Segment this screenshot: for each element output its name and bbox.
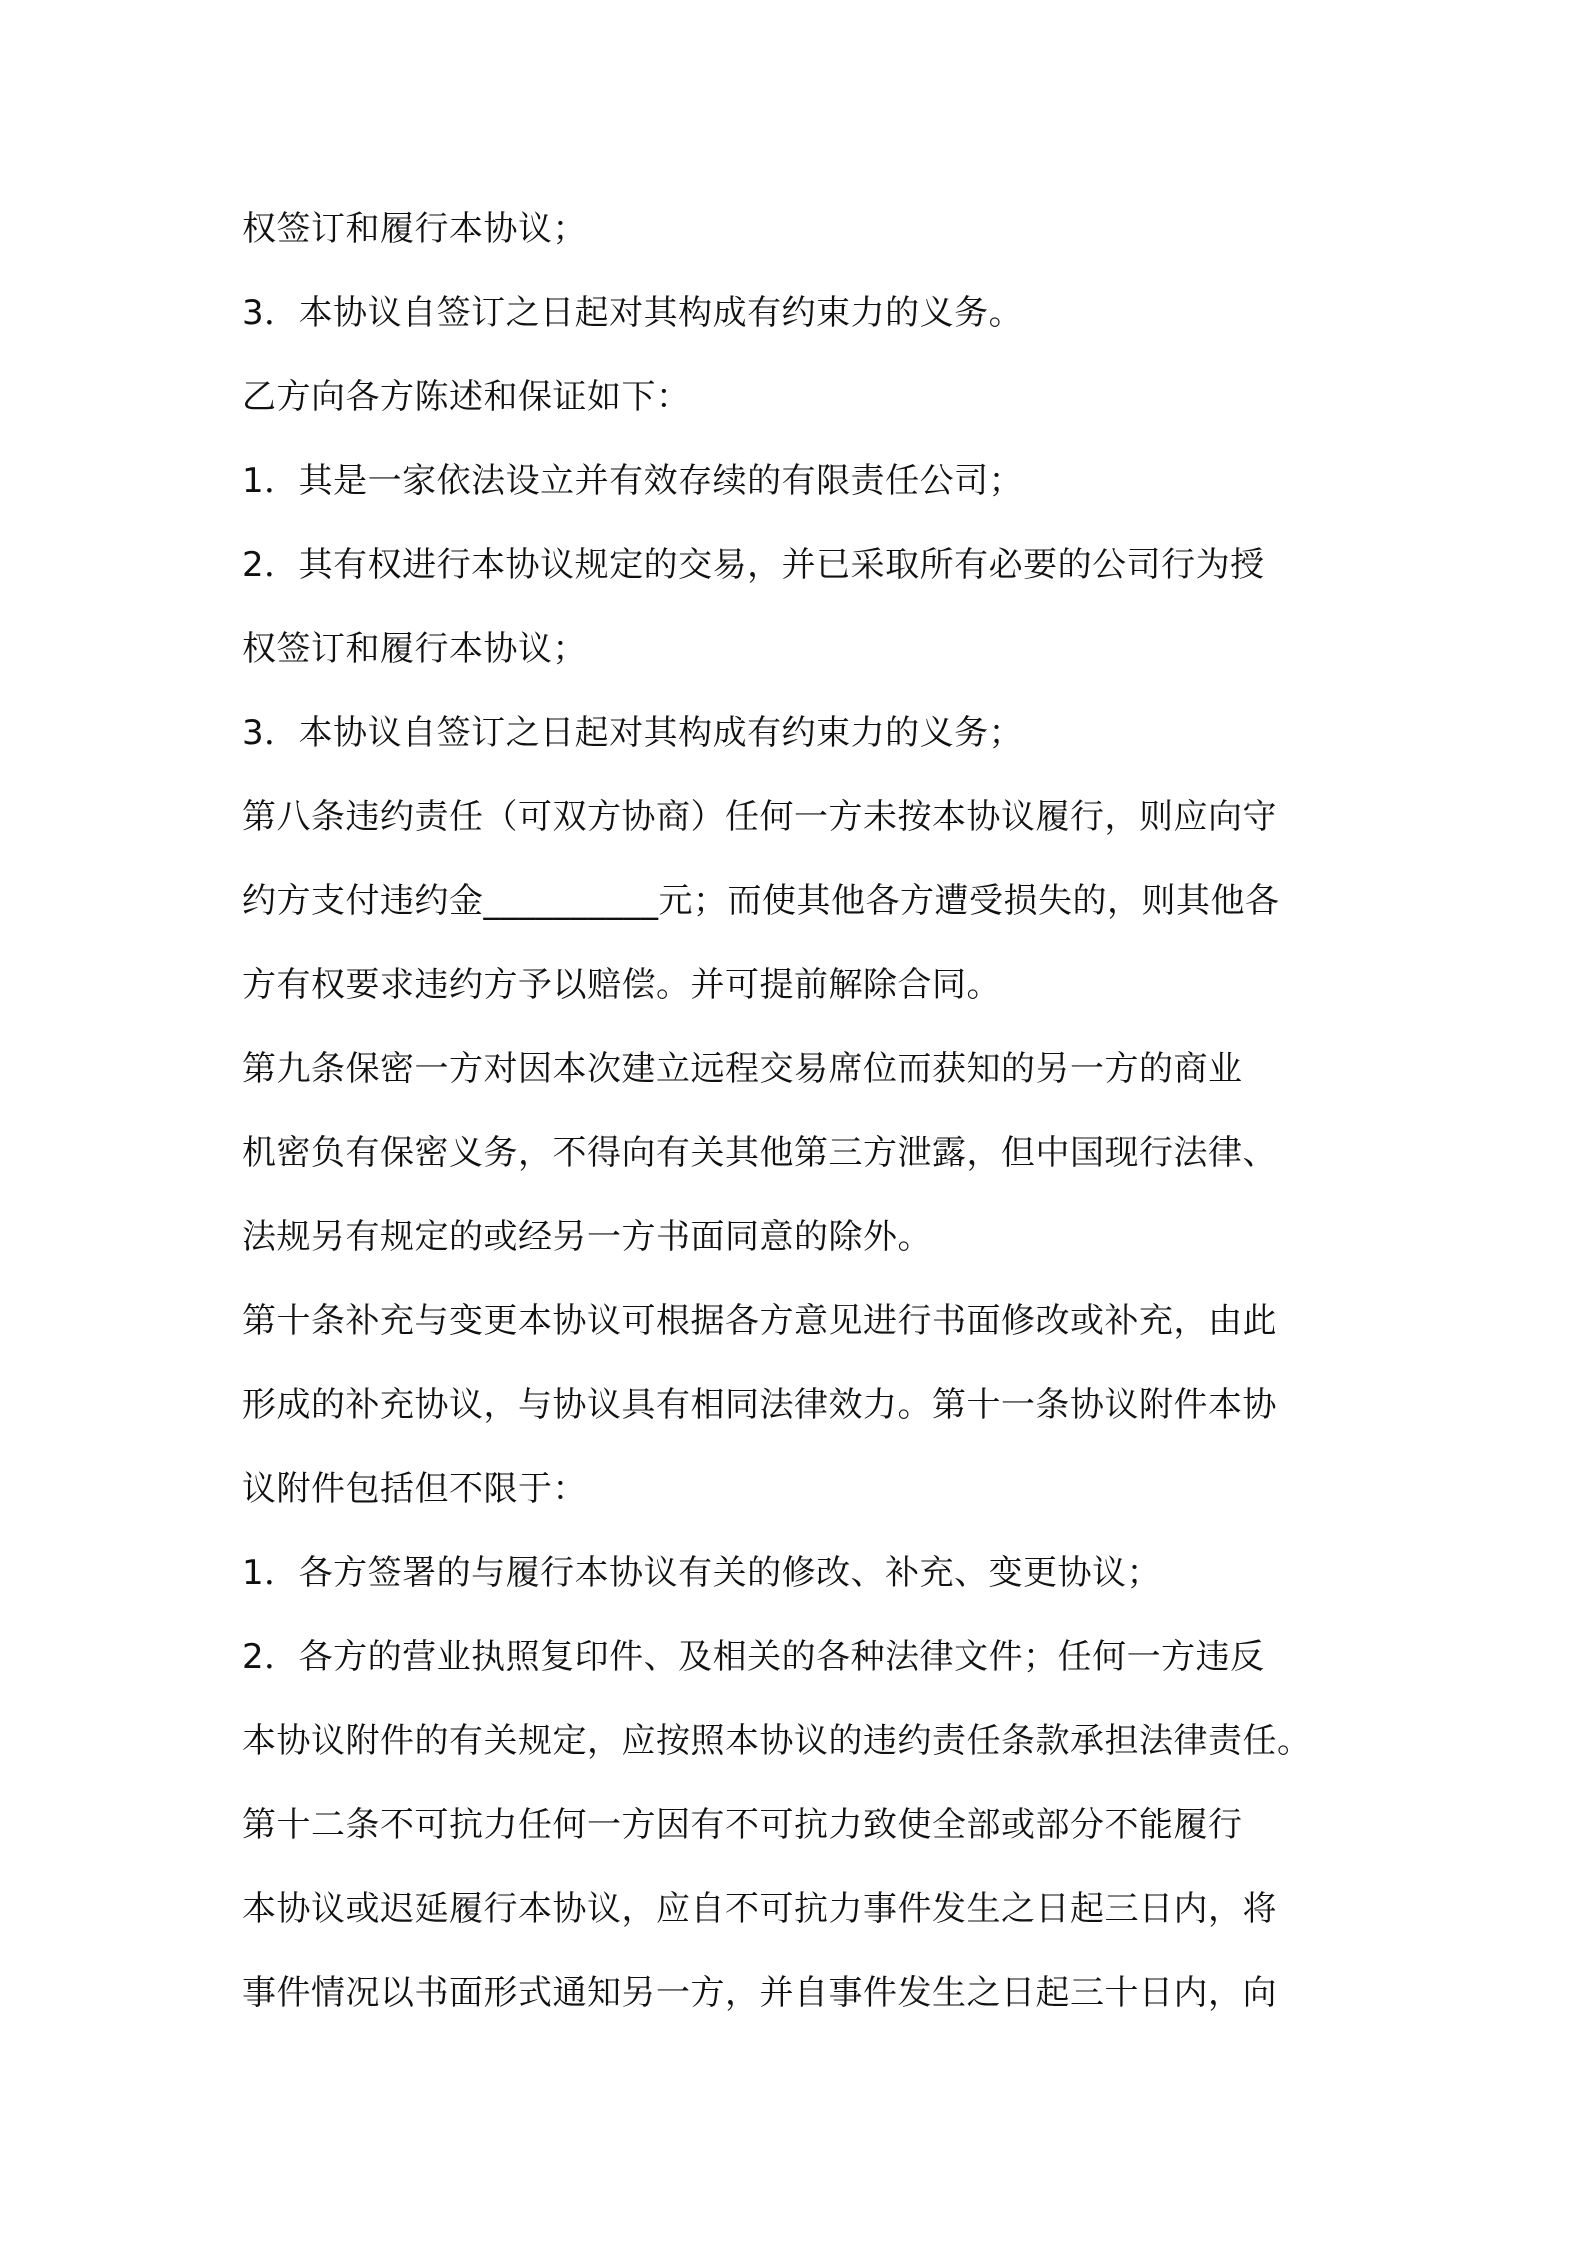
text-line: 议附件包括但不限于：	[242, 1469, 587, 1509]
text-line: 方有权要求违约方予以赔偿。并可提前解除合同。	[242, 965, 1001, 1005]
text-line: 本协议或迟延履行本协议，应自不可抗力事件发生之日起三日内，将	[242, 1889, 1277, 1929]
text-line: 2．各方的营业执照复印件、及相关的各种法律文件；任何一方违反	[242, 1637, 1265, 1677]
text-line: 法规另有规定的或经另一方书面同意的除外。	[242, 1217, 932, 1257]
text-line: 第十二条不可抗力任何一方因有不可抗力致使全部或部分不能履行	[242, 1805, 1243, 1845]
text-line: 3．本协议自签订之日起对其构成有约束力的义务；	[242, 713, 1024, 753]
text-line: 约方支付违约金__________元；而使其他各方遭受损失的，则其他各	[242, 881, 1280, 921]
text-line: 权签订和履行本协议；	[242, 209, 587, 249]
text-line: 形成的补充协议，与协议具有相同法律效力。第十一条协议附件本协	[242, 1385, 1277, 1425]
text-line: 权签订和履行本协议；	[242, 629, 587, 669]
text-line: 1．其是一家依法设立并有效存续的有限责任公司；	[242, 461, 1024, 501]
text-line: 事件情况以书面形式通知另一方，并自事件发生之日起三十日内，向	[242, 1973, 1277, 2013]
text-line: 3．本协议自签订之日起对其构成有约束力的义务。	[242, 293, 1024, 333]
text-line: 乙方向各方陈述和保证如下：	[242, 377, 691, 417]
text-line: 1．各方签署的与履行本协议有关的修改、补充、变更协议；	[242, 1553, 1162, 1593]
text-line: 第八条违约责任（可双方协商）任何一方未按本协议履行，则应向守	[242, 797, 1277, 837]
text-line: 本协议附件的有关规定，应按照本协议的违约责任条款承担法律责任。	[242, 1721, 1312, 1761]
text-line: 第九条保密一方对因本次建立远程交易席位而获知的另一方的商业	[242, 1049, 1243, 1089]
text-line: 第十条补充与变更本协议可根据各方意见进行书面修改或补充，由此	[242, 1301, 1277, 1341]
text-line: 机密负有保密义务，不得向有关其他第三方泄露，但中国现行法律、	[242, 1133, 1277, 1173]
text-line: 2．其有权进行本协议规定的交易，并已采取所有必要的公司行为授	[242, 545, 1265, 585]
